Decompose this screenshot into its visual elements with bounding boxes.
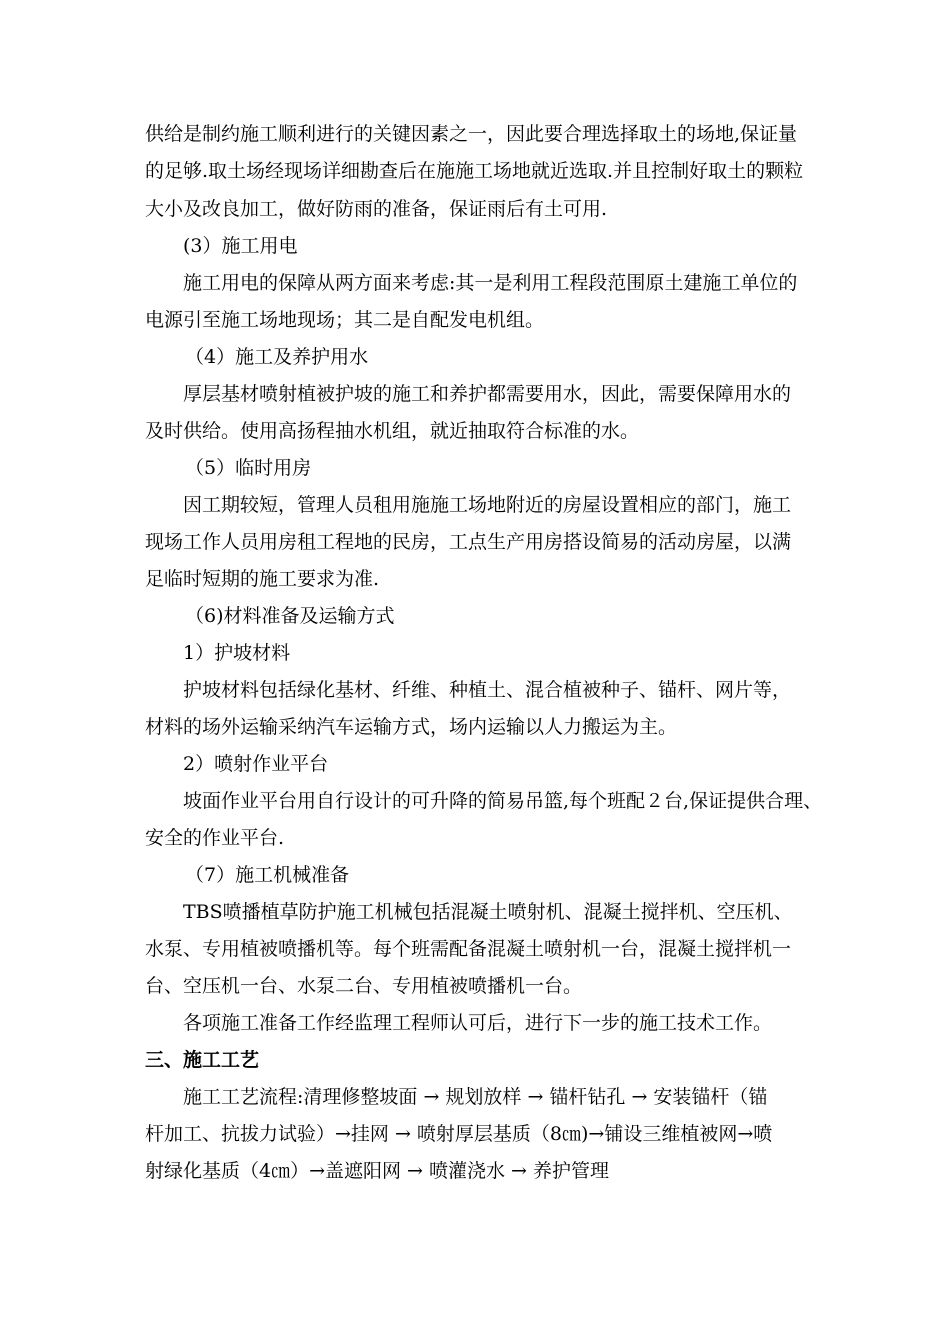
paragraph-line: 水泵、专用植被喷播机等。每个班需配备混凝土喷射机一台，混凝土搅拌机一 <box>145 938 792 960</box>
sub-heading: 2）喷射作业平台 <box>183 753 329 775</box>
paragraph-line: 厚层基材喷射植被护坡的施工和养护都需要用水，因此，需要保障用水的 <box>183 383 792 405</box>
paragraph-line: 大小及改良加工，做好防雨的准备，保证雨后有土可用. <box>145 198 608 220</box>
paragraph-line: 射绿化基质（4㎝）→盖遮阳网 → 喷灌浇水 → 养护管理 <box>145 1160 610 1182</box>
paragraph-line: 现场工作人员用房租工程地的民房，工点生产用房搭设简易的活动房屋，以满 <box>145 531 792 553</box>
paragraph-line: 杆加工、抗拔力试验）→挂网 → 喷射厚层基质（8㎝)→铺设三维植被网→喷 <box>145 1123 773 1145</box>
section-heading: （7）施工机械准备 <box>185 864 350 886</box>
paragraph-line: 施工工艺流程:清理修整坡面 → 规划放样 → 锚杆钻孔 → 安装锚杆（锚 <box>183 1086 768 1108</box>
paragraph-line: 因工期较短，管理人员租用施施工场地附近的房屋设置相应的部门，施工 <box>183 494 792 516</box>
paragraph-line: 供给是制约施工顺利进行的关键因素之一，因此要合理选择取土的场地,保证量 <box>145 123 798 145</box>
sub-heading: 1）护坡材料 <box>183 642 291 664</box>
section-heading: （5）临时用房 <box>185 457 312 479</box>
paragraph-line: TBS喷播植草防护施工机械包括混凝土喷射机、混凝土搅拌机、空压机、 <box>183 901 793 923</box>
paragraph-line: 的足够.取土场经现场详细勘查后在施施工场地就近选取.并且控制好取土的颗粒 <box>145 160 804 182</box>
section-heading: （6)材料准备及运输方式 <box>185 605 395 627</box>
paragraph-line: 安全的作业平台. <box>145 827 285 849</box>
chapter-heading: 三、施工工艺 <box>145 1049 260 1071</box>
paragraph-line: 及时供给。使用高扬程抽水机组，就近抽取符合标准的水。 <box>145 420 640 442</box>
paragraph-line: 坡面作业平台用自行设计的可升降的简易吊篮,每个班配２台,保证提供合理、 <box>183 790 823 812</box>
paragraph-line: 电源引至施工场地现场；其二是自配发电机组。 <box>145 309 545 331</box>
paragraph-line: 各项施工准备工作经监理工程师认可后，进行下一步的施工技术工作。 <box>183 1012 773 1034</box>
paragraph-line: 材料的场外运输采纳汽车运输方式，场内运输以人力搬运为主。 <box>145 716 678 738</box>
section-heading: (3）施工用电 <box>183 235 298 257</box>
paragraph-line: 足临时短期的施工要求为准. <box>145 568 380 590</box>
section-heading: （4）施工及养护用水 <box>185 346 369 368</box>
paragraph-line: 台、空压机一台、水泵二台、专用植被喷播机一台。 <box>145 975 583 997</box>
paragraph-line: 护坡材料包括绿化基材、纤维、种植土、混合植被种子、锚杆、网片等， <box>183 679 792 701</box>
paragraph-line: 施工用电的保障从两方面来考虑:其一是利用工程段范围原土建施工单位的 <box>183 272 798 294</box>
